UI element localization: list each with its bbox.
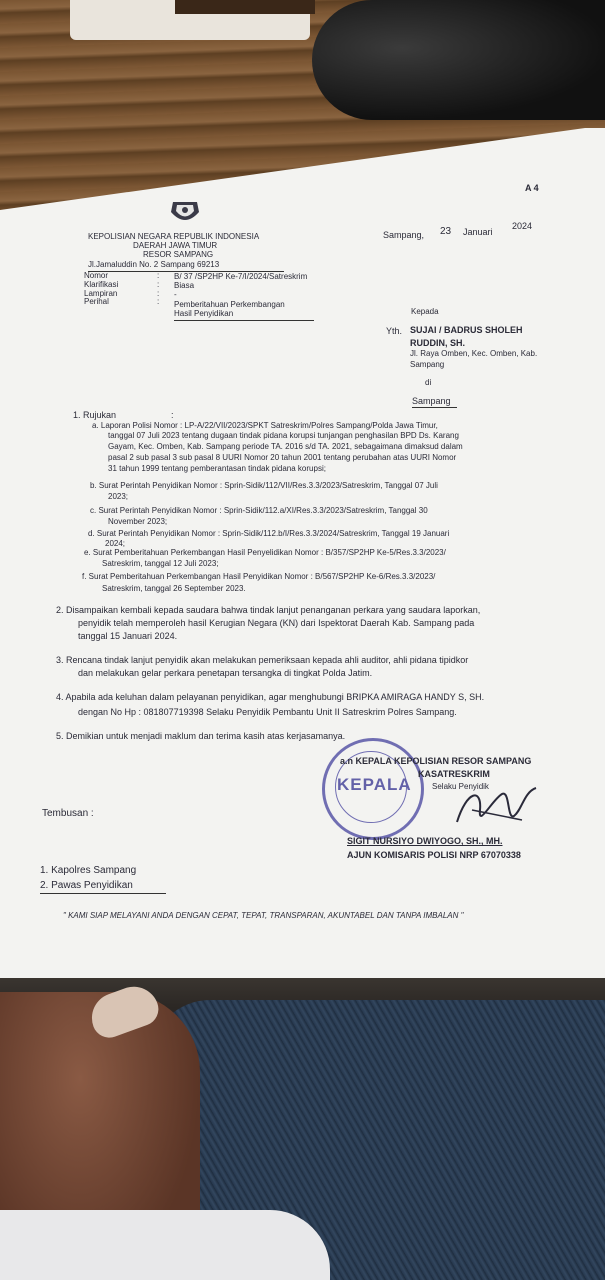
para-5: 5. Demikian untuk menjadi maklum dan terima kasih atas kerjasamanya.: [56, 731, 346, 741]
ref-d-line-2: 2024;: [105, 539, 126, 548]
perihal-line-1: Pemberitahuan Perkembangan: [174, 300, 285, 309]
tembusan-item-2: 2. Pawas Penyidikan: [40, 880, 133, 891]
ref-f-line-2: Satreskrim, tanggal 26 September 2023.: [102, 584, 246, 593]
org-line-1: KEPOLISIAN NEGARA REPUBLIK INDONESIA: [88, 232, 260, 241]
official-stamp: KEPALA: [322, 738, 424, 840]
klasifikasi-label: Klarifikasi: [84, 280, 119, 289]
para-2-line-2: penyidik telah memperoleh hasil Kerugian Negara (KN) dari Ispektorat Daerah Kab. Sampang pada: [78, 618, 475, 628]
rujukan-label: 1. Rujukan: [73, 410, 117, 420]
lampiran-label: Lampiran: [84, 289, 118, 298]
signature-line-3: Selaku Penyidik: [432, 782, 489, 791]
date-day: 23: [440, 226, 452, 237]
recipient-name-2: RUDDIN, SH.: [410, 338, 466, 348]
ref-c-line-1: c. Surat Perintah Penyidikan Nomor : Sprin-Sidik/112.a/XI/Res.3.3/2023/Satreskrim, Tanggal 30: [90, 506, 428, 515]
ref-b-line-1: b. Surat Perintah Penyidikan Nomor : Sprin-Sidik/112/VII/Res.3.3/2023/Satreskrim, Tanggal 07 Juli: [90, 481, 438, 490]
white-cloth: [0, 1210, 330, 1280]
signature-line-2: KASATRESKRIM: [418, 769, 490, 779]
para-4-line-2: dengan No Hp : 081807719398 Selaku Penyidik Pembantu Unit II Satreskrim Polres Sampang.: [78, 707, 457, 717]
ref-e-line-1: e. Surat Pemberitahuan Perkembangan Hasil Penyelidikan Nomor : B/357/SP2HP Ke-5/Res.3.3/2023/: [84, 548, 446, 557]
ref-e-line-2: Satreskrim, tanggal 12 Juli 2023;: [102, 559, 219, 568]
date-place: Sampang,: [383, 230, 425, 240]
tembusan-item-1: 1. Kapolres Sampang: [40, 865, 137, 876]
recipient-address-1: Jl. Raya Omben, Kec. Omben, Kab.: [410, 349, 538, 358]
org-line-3: RESOR SAMPANG: [143, 250, 214, 259]
ref-a-line-1: a. Laporan Polisi Nomor : LP-A/22/VII/2023/SPKT Satreskrim/Polres Sampang/Polda Jawa Timur,: [92, 421, 438, 430]
signature-line-1: a.n KEPALA KEPOLISIAN RESOR SAMPANG: [340, 756, 532, 766]
ref-c-line-2: November 2023;: [108, 517, 168, 526]
date-month: Januari: [463, 227, 493, 237]
lampiran-value: -: [174, 290, 177, 299]
page-size-label: A 4: [525, 183, 539, 193]
recipient-city: Sampang: [412, 396, 451, 406]
ref-a-line-2: tanggal 07 Juli 2023 tentang dugaan tindak pidana korupsi tunjangan penghasilan BPD Ds. Karang: [108, 431, 459, 440]
signatory-rank: AJUN KOMISARIS POLISI NRP 67070338: [347, 850, 521, 860]
para-3-line-2: dan melakukan gelar perkara penetapan tersangka di tingkat Polda Jatim.: [78, 668, 373, 678]
box-edge: [175, 0, 315, 14]
di-label: di: [425, 378, 432, 387]
para-3-line-1: 3. Rencana tindak lanjut penyidik akan melakukan pemeriksaan kepada ahli auditor, ahli pidana tipidkor: [56, 655, 469, 665]
ref-f-line-1: f. Surat Pemberitahuan Perkembangan Hasil Penyidikan Nomor : B/567/SP2HP Ke-6/Res.3.3/2023/: [82, 572, 436, 581]
date-year: 2024: [512, 221, 533, 231]
signatory-name: SIGIT NURSIYO DWIYOGO, SH., MH.: [347, 836, 503, 846]
city-underline: [412, 407, 457, 408]
para-4-line-1: 4. Apabila ada keluhan dalam pelayanan penyidikan, agar menghubungi BRIPKA AMIRAGA HANDY S, SH.: [56, 692, 485, 702]
handwritten-signature: [452, 780, 542, 836]
ref-d-line-1: d. Surat Perintah Penyidikan Nomor : Sprin-Sidik/112.b/I/Res.3.3/2024/Satreskrim, Tanggal 19 Januari: [88, 529, 450, 538]
perihal-label: Perihal: [84, 297, 109, 306]
para-2-line-1: 2. Disampaikan kembali kepada saudara bahwa tindak lanjut penanganan perkara yang saudara laporkan,: [56, 605, 481, 615]
ref-a-line-5: 31 tahun 1999 tentang pemberantasan tindak pidana korupsi;: [108, 464, 326, 473]
ref-a-line-3: Gayam, Kec. Omben, Kab. Sampang periode TA. 2016 s/d TA. 2021, sebagaimana dimaksud dalam: [108, 442, 463, 451]
nomor-value: B/ 37 /SP2HP Ke-7/I/2024/Satreskrim: [174, 272, 308, 281]
nomor-label: Nomor: [84, 271, 109, 280]
ref-b-line-2: 2023;: [108, 492, 129, 501]
microphone: [312, 0, 605, 120]
perihal-underline: [174, 320, 314, 321]
tembusan-title: Tembusan :: [42, 808, 94, 819]
motto: " KAMI SIAP MELAYANI ANDA DENGAN CEPAT, TEPAT, TRANSPARAN, AKUNTABEL DAN TANPA IMBALAN ": [63, 911, 464, 920]
police-emblem-icon: [165, 198, 205, 228]
ref-a-line-4: pasal 2 sub pasal 3 sub pasal 8 UURI Nomor 20 tahun 2001 tentang perubahan atas UURI Nomor: [108, 453, 457, 462]
kepada-label: Kepada: [411, 307, 439, 316]
org-line-2: DAERAH JAWA TIMUR: [133, 241, 218, 250]
yth-label: Yth.: [386, 326, 403, 336]
recipient-address-2: Sampang: [410, 360, 445, 369]
recipient-name-1: SUJAI / BADRUS SHOLEH: [410, 325, 523, 335]
klasifikasi-value: Biasa: [174, 281, 195, 290]
org-address: Jl.Jamaluddin No. 2 Sampang 69213: [88, 260, 220, 269]
para-2-line-3: tanggal 15 Januari 2024.: [78, 631, 178, 641]
tembusan-underline: [40, 893, 166, 894]
perihal-line-2: Hasil Penyidikan: [174, 309, 234, 318]
